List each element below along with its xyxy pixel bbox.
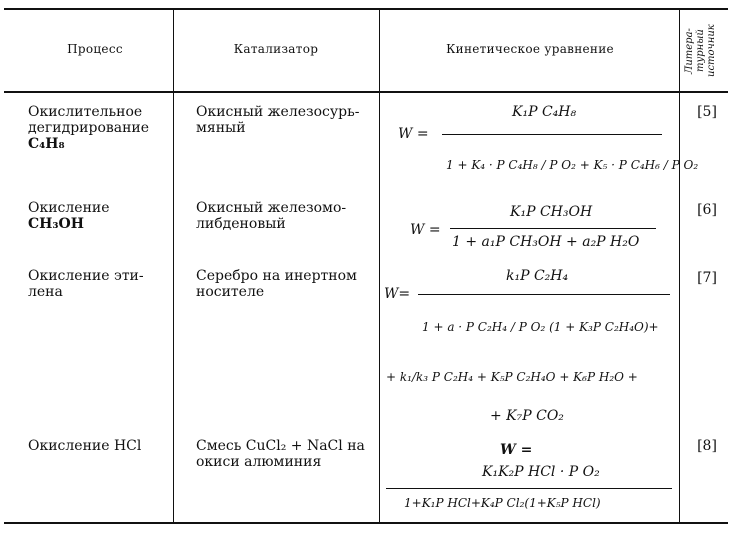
row2-catalyst: Окисный железомо-либденовый (196, 200, 347, 232)
row1-ref: [5] (697, 104, 717, 120)
row4-fraction-line (386, 488, 672, 489)
row2-eq-den: 1 + a₁P CH₃OH + a₂P H₂O (452, 234, 640, 250)
row1-process (28, 104, 168, 152)
row1-eq-den: 1 + K₄ · P C₄H₈ / P O₂ + K₅ · P C₄H₆ / P O₂ (446, 158, 699, 172)
row2-fraction-line (450, 228, 656, 229)
row3-fraction-line (418, 294, 670, 295)
row2-process (28, 200, 168, 232)
row3-eq-lhs: W= (384, 286, 411, 302)
table-bottom-rule (4, 522, 728, 524)
row4-catalyst: Смесь CuCl₂ + NaCl на окиси алюминия (196, 438, 365, 470)
row1-process-formula: C₄H₈ (28, 136, 65, 152)
row3-process-line2: лена (28, 284, 63, 300)
row1-catalyst: Окисный железосурь-мяный (196, 104, 360, 136)
row3-ref: [7] (697, 270, 717, 286)
row1-eq-num: K₁P C₄H₈ (512, 104, 577, 120)
row4-process (28, 438, 168, 454)
row4-ref: [8] (697, 438, 717, 454)
header-catalyst: Катализатор (233, 42, 319, 56)
header-equation: Кинетическое уравнение (446, 42, 614, 56)
row2-eq-num: K₁P CH₃OH (510, 204, 593, 220)
row3-eq-den2: + k₁/k₃ P C₂H₄ + K₅P C₂H₄O + K₆P H₂O + (386, 370, 638, 384)
row1-process-line2: дегидрирование (28, 120, 150, 136)
row4-eq-num: K₁K₂P HCl · P O₂ (482, 464, 600, 480)
row2-eq-lhs: W = (410, 222, 441, 238)
header-bottom-rule (4, 91, 728, 93)
row2-ref: [6] (697, 202, 717, 218)
table-top-rule (4, 8, 728, 10)
row3-eq-den3: + K₇P CO₂ (490, 408, 564, 424)
row2-process-line1: Окисление (28, 200, 110, 216)
row1-process-line1: Окислительное (28, 104, 143, 120)
row4-eq-den: 1+K₁P HCl+K₄P Cl₂(1+K₅P HCl) (404, 496, 601, 510)
row4-process-line1: Окисление HCl (28, 438, 142, 454)
row3-eq-den1: 1 + a · P C₂H₄ / P O₂ (1 + K₃P C₂H₄O)+ (422, 320, 659, 334)
header-process: Процесс (67, 42, 123, 56)
row4-eq-lhs: W = (500, 442, 533, 458)
row3-catalyst: Серебро на инертном носителе (196, 268, 357, 300)
row3-eq-num: k₁P C₂H₄ (506, 268, 569, 284)
row3-process (28, 268, 168, 300)
column-rule-1 (173, 10, 174, 522)
row2-process-formula: CH₃OH (28, 216, 84, 232)
header-source: Литера-турный источник (684, 24, 717, 78)
row1-fraction-line (442, 134, 662, 135)
column-rule-3 (679, 10, 680, 522)
row1-eq-lhs: W = (398, 126, 429, 142)
column-rule-2 (379, 10, 380, 522)
row3-process-line1: Окисление эти- (28, 268, 144, 284)
